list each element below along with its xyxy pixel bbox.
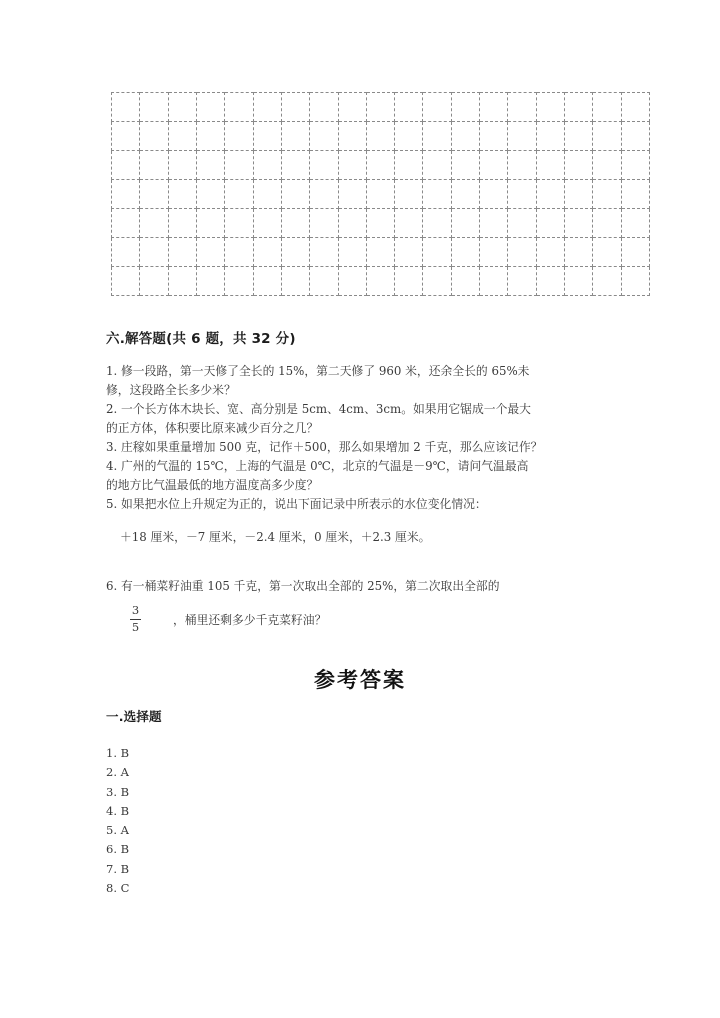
answer-grid-cell[interactable]	[140, 151, 168, 180]
answer-grid-cell[interactable]	[395, 93, 423, 122]
answer-grid-cell[interactable]	[112, 151, 140, 180]
answer-grid-cell[interactable]	[366, 151, 394, 180]
fraction-denominator: 5	[131, 619, 140, 634]
answer-grid-cell[interactable]	[168, 180, 196, 209]
answer-grid-cell[interactable]	[112, 93, 140, 122]
answer-grid-cell[interactable]	[196, 151, 224, 180]
answer-grid-row	[112, 238, 650, 267]
answer-grid-cell[interactable]	[593, 180, 621, 209]
answer-grid-cell[interactable]	[225, 180, 253, 209]
answer-grid-cell[interactable]	[565, 180, 593, 209]
answer-grid-cell[interactable]	[480, 151, 508, 180]
answer-grid-cell[interactable]	[168, 122, 196, 151]
answer-grid-cell[interactable]	[112, 180, 140, 209]
answer-grid-cell[interactable]	[593, 238, 621, 267]
answer-grid-cell[interactable]	[112, 209, 140, 238]
answer-grid-cell[interactable]	[168, 151, 196, 180]
answer-grid-cell[interactable]	[253, 122, 281, 151]
answer-grid-cell[interactable]	[451, 267, 479, 296]
answer-grid-cell[interactable]	[621, 93, 649, 122]
answer-grid-cell[interactable]	[480, 238, 508, 267]
answer-grid-cell[interactable]	[621, 238, 649, 267]
answer-grid-cell[interactable]	[338, 151, 366, 180]
answer-grid-cell[interactable]	[366, 267, 394, 296]
answer-grid-cell[interactable]	[281, 180, 309, 209]
answer-grid-cell[interactable]	[281, 122, 309, 151]
answer-grid-cell[interactable]	[338, 267, 366, 296]
answer-grid-cell[interactable]	[536, 93, 564, 122]
answer-grid-cell[interactable]	[536, 122, 564, 151]
answer-item: 5. A	[106, 823, 129, 838]
answer-grid-row	[112, 151, 650, 180]
question-2-line-2: 的正方体，体积要比原来减少百分之几？	[106, 421, 319, 436]
answer-grid-cell[interactable]	[423, 238, 451, 267]
answer-grid-cell[interactable]	[480, 209, 508, 238]
answer-grid-cell[interactable]	[480, 267, 508, 296]
answer-item: 8. C	[106, 881, 130, 896]
answer-grid-cell[interactable]	[395, 267, 423, 296]
question-5	[106, 495, 634, 514]
answer-grid-cell[interactable]	[168, 238, 196, 267]
answer-grid-cell[interactable]	[451, 151, 479, 180]
answer-grid-cell[interactable]	[225, 122, 253, 151]
answer-grid-cell[interactable]	[395, 151, 423, 180]
question-4-line-2: 的地方比气温最低的地方温度高多少度？	[106, 478, 319, 493]
answer-grid-cell[interactable]	[480, 122, 508, 151]
answer-grid-cell[interactable]	[451, 93, 479, 122]
question-1-line-1: 1. 修一段路，第一天修了全长的 15%，第二天修了 960 米，还余全长的 65%未	[106, 364, 530, 378]
answer-grid-cell[interactable]	[310, 151, 338, 180]
answer-grid-cell[interactable]	[593, 122, 621, 151]
question-4	[106, 457, 634, 495]
answer-grid-cell[interactable]	[253, 180, 281, 209]
answer-item: 3. B	[106, 784, 130, 799]
answer-grid-cell[interactable]	[366, 93, 394, 122]
answer-grid-cell[interactable]	[310, 209, 338, 238]
answer-grid-cell[interactable]	[281, 151, 309, 180]
answer-grid-cell[interactable]	[310, 267, 338, 296]
answer-grid-cell[interactable]	[196, 267, 224, 296]
question-3-line-1: 3. 庄稼如果重量增加 500 克，记作＋500，那么如果增加 2 千克，那么应该记作？	[106, 440, 543, 454]
answer-grid-cell[interactable]	[225, 267, 253, 296]
answer-grid-cell[interactable]	[593, 93, 621, 122]
answer-item: 1. B	[106, 746, 130, 760]
fraction-numerator: 3	[131, 603, 140, 617]
answer-grid-cell[interactable]	[565, 122, 593, 151]
question-2	[106, 400, 634, 438]
answer-grid-cell[interactable]	[253, 151, 281, 180]
answer-grid-cell[interactable]	[395, 180, 423, 209]
answer-grid-cell[interactable]	[395, 238, 423, 267]
multiple-choice-answer-list	[106, 744, 306, 898]
answer-grid-cell[interactable]	[281, 267, 309, 296]
answer-grid-cell[interactable]	[423, 151, 451, 180]
blank-answer-grid	[111, 92, 650, 290]
answer-grid-cell[interactable]	[593, 209, 621, 238]
question-6-line-1: 6. 有一桶菜籽油重 105 千克，第一次取出全部的 25%，第二次取出全部的	[106, 579, 500, 593]
answer-grid-cell[interactable]	[140, 209, 168, 238]
answer-grid-cell[interactable]	[168, 93, 196, 122]
answer-grid-cell[interactable]	[338, 209, 366, 238]
answer-grid-cell[interactable]	[112, 267, 140, 296]
answer-grid-cell[interactable]	[225, 93, 253, 122]
answer-grid-cell[interactable]	[423, 122, 451, 151]
answer-grid-cell[interactable]	[366, 238, 394, 267]
question-5-line-1: 5. 如果把水位上升规定为正的，说出下面记录中所表示的水位变化情况：	[106, 497, 487, 511]
answer-grid-cell[interactable]	[508, 267, 536, 296]
answer-grid-cell[interactable]	[253, 209, 281, 238]
answer-grid-cell[interactable]	[451, 122, 479, 151]
answer-grid-cell[interactable]	[565, 93, 593, 122]
fraction-three-fifths	[130, 605, 141, 633]
answer-grid-cell[interactable]	[366, 180, 394, 209]
answer-grid-cell[interactable]	[423, 93, 451, 122]
answer-grid-cell[interactable]	[565, 238, 593, 267]
answer-grid-cell[interactable]	[338, 122, 366, 151]
answer-grid-cell[interactable]	[480, 93, 508, 122]
answer-grid-cell[interactable]	[508, 93, 536, 122]
answer-grid-cell[interactable]	[621, 209, 649, 238]
answer-grid-cell[interactable]	[395, 122, 423, 151]
answer-grid-cell[interactable]	[621, 180, 649, 209]
answer-item: 2. A	[106, 765, 129, 780]
answer-grid-row	[112, 267, 650, 296]
answer-grid-cell[interactable]	[451, 180, 479, 209]
answer-grid-cell[interactable]	[253, 267, 281, 296]
answer-grid-cell[interactable]	[140, 180, 168, 209]
answer-grid-cell[interactable]	[168, 209, 196, 238]
answer-grid-cell[interactable]	[281, 209, 309, 238]
section-six-heading: 六.解答题(共 6 题，共 32 分)	[106, 331, 296, 347]
answer-grid-cell[interactable]	[536, 180, 564, 209]
answer-grid-cell[interactable]	[366, 209, 394, 238]
question-5-values: ＋18 厘米，－7 厘米，－2.4 厘米，0 厘米，＋2.3 厘米。	[120, 530, 431, 544]
answer-grid-cell[interactable]	[423, 180, 451, 209]
answer-grid-row	[112, 93, 650, 122]
answer-grid-cell[interactable]	[536, 151, 564, 180]
answer-grid-cell[interactable]	[310, 122, 338, 151]
answer-grid-cell[interactable]	[310, 93, 338, 122]
answer-grid-cell[interactable]	[338, 93, 366, 122]
answer-grid-cell[interactable]	[621, 122, 649, 151]
answer-grid-cell[interactable]	[310, 180, 338, 209]
answer-grid-cell[interactable]	[536, 209, 564, 238]
answer-grid-cell[interactable]	[508, 209, 536, 238]
answer-grid-cell[interactable]	[451, 238, 479, 267]
answer-grid-cell[interactable]	[565, 267, 593, 296]
answer-grid-cell[interactable]	[168, 267, 196, 296]
answer-grid-cell[interactable]	[253, 93, 281, 122]
question-3	[106, 438, 634, 457]
answer-grid-cell[interactable]	[196, 180, 224, 209]
question-1-line-2: 修，这段路全长多少米？	[106, 383, 236, 398]
answer-grid-row	[112, 180, 650, 209]
question-2-line-1: 2. 一个长方体木块长、宽、高分别是 5cm、4cm、3cm。如果用它锯成一个最大	[106, 402, 531, 416]
answer-grid-row	[112, 209, 650, 238]
answer-grid-table	[111, 92, 650, 296]
answer-grid-cell[interactable]	[140, 93, 168, 122]
answer-grid-cell[interactable]	[508, 180, 536, 209]
answer-grid-cell[interactable]	[140, 122, 168, 151]
answer-grid-cell[interactable]	[338, 238, 366, 267]
answer-item: 4. B	[106, 803, 130, 818]
answer-grid-cell[interactable]	[366, 122, 394, 151]
answer-item: 6. B	[106, 842, 130, 857]
question-6	[106, 577, 634, 596]
answer-grid-cell[interactable]	[565, 209, 593, 238]
answer-grid-cell[interactable]	[225, 209, 253, 238]
answer-grid-cell[interactable]	[112, 122, 140, 151]
answer-item: 7. B	[106, 861, 130, 876]
answer-grid-cell[interactable]	[196, 93, 224, 122]
answer-grid-cell[interactable]	[196, 122, 224, 151]
answer-grid-body	[112, 93, 650, 296]
question-4-line-1: 4. 广州的气温的 15℃，上海的气温是 0℃，北京的气温是－9℃，请问气温最高	[106, 459, 529, 473]
answer-grid-cell[interactable]	[451, 209, 479, 238]
answer-grid-cell[interactable]	[253, 238, 281, 267]
answer-grid-row	[112, 122, 650, 151]
answer-grid-cell[interactable]	[225, 151, 253, 180]
answer-grid-cell[interactable]	[593, 151, 621, 180]
answer-grid-cell[interactable]	[565, 151, 593, 180]
reference-answers-title: 参考答案	[314, 668, 406, 692]
answer-grid-cell[interactable]	[508, 151, 536, 180]
answer-grid-cell[interactable]	[621, 267, 649, 296]
question-6-fraction-row	[106, 601, 634, 637]
question-1	[106, 362, 634, 400]
answer-grid-cell[interactable]	[536, 238, 564, 267]
answer-grid-cell[interactable]	[423, 209, 451, 238]
answer-grid-cell[interactable]	[196, 209, 224, 238]
answer-grid-cell[interactable]	[536, 267, 564, 296]
answer-grid-cell[interactable]	[480, 180, 508, 209]
answer-grid-cell[interactable]	[281, 93, 309, 122]
answer-grid-cell[interactable]	[508, 238, 536, 267]
answer-grid-cell[interactable]	[508, 122, 536, 151]
answer-grid-cell[interactable]	[423, 267, 451, 296]
answer-grid-cell[interactable]	[140, 267, 168, 296]
question-6-tail: ，桶里还剩多少千克菜籽油？	[173, 612, 327, 627]
answer-grid-cell[interactable]	[140, 238, 168, 267]
answer-grid-cell[interactable]	[593, 267, 621, 296]
answer-grid-cell[interactable]	[281, 238, 309, 267]
answer-grid-cell[interactable]	[621, 151, 649, 180]
answers-section-heading: 一.选择题	[106, 709, 162, 724]
answer-grid-cell[interactable]	[310, 238, 338, 267]
answer-grid-cell[interactable]	[112, 238, 140, 267]
answer-grid-cell[interactable]	[225, 238, 253, 267]
answer-grid-cell[interactable]	[338, 180, 366, 209]
answer-grid-cell[interactable]	[196, 238, 224, 267]
answer-grid-cell[interactable]	[395, 209, 423, 238]
